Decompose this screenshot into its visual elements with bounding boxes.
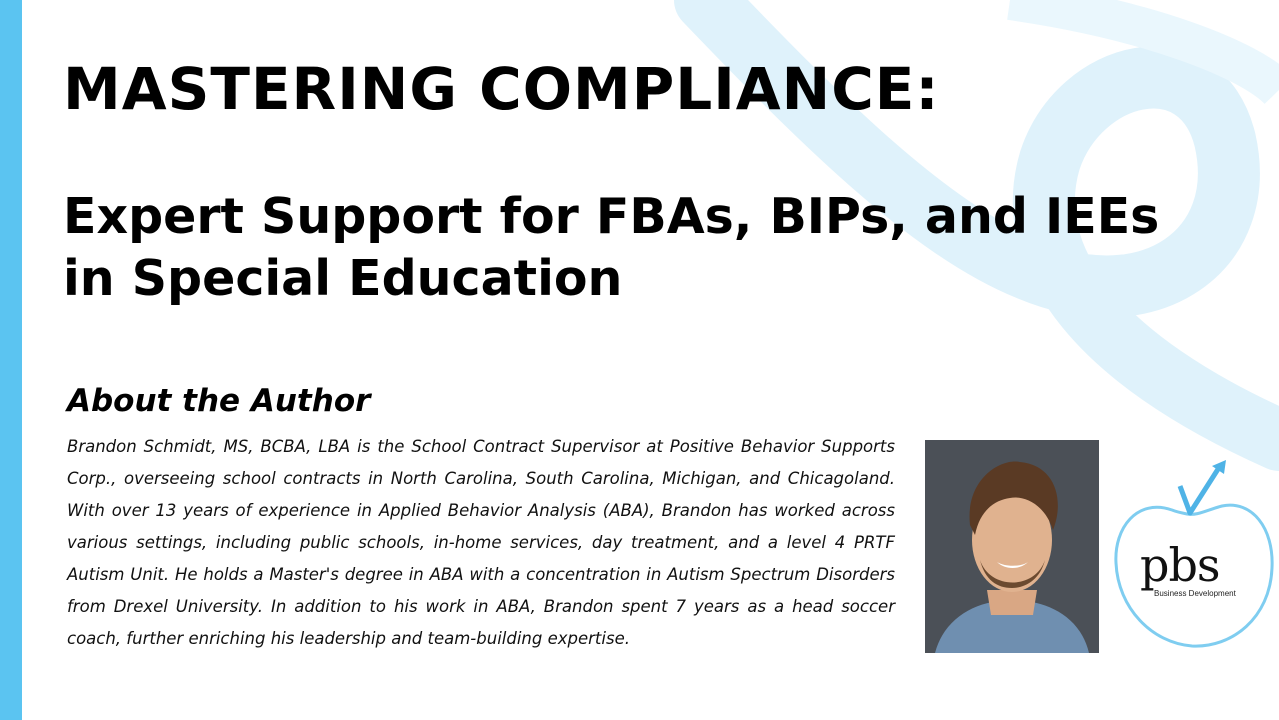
author-photo	[925, 440, 1099, 653]
left-accent-bar	[0, 0, 22, 720]
about-author-heading: About the Author	[67, 383, 371, 419]
author-portrait-image	[925, 440, 1099, 653]
logo-text: pbs	[1140, 538, 1220, 592]
page-title: MASTERING COMPLIANCE:	[63, 55, 940, 123]
pbs-logo	[1112, 458, 1277, 653]
page-subtitle: Expert Support for FBAs, BIPs, and IEEs in Special Education	[63, 188, 1160, 307]
logo-subtext: Business Development	[1154, 589, 1236, 598]
author-bio: Brandon Schmidt, MS, BCBA, LBA is the School Contract Supervisor at Positive Behavior Supports Corp., overseeing school contracts in North Carolina, South Carolina, Michigan, and Chicagoland. With over 13 years of experience in Applied Behavior Analysis (ABA), Brandon has worked across various settings, including public schools, in-home services, day treatment, and a level 4 PRTF Autism Unit. He holds a Master's degree in ABA with a concentration in Autism Spectrum Disorders from Drexel University. In addition to his work in ABA, Brandon spent 7 years as a head soccer coach, further enriching his leadership and team-building expertise.	[67, 437, 895, 648]
